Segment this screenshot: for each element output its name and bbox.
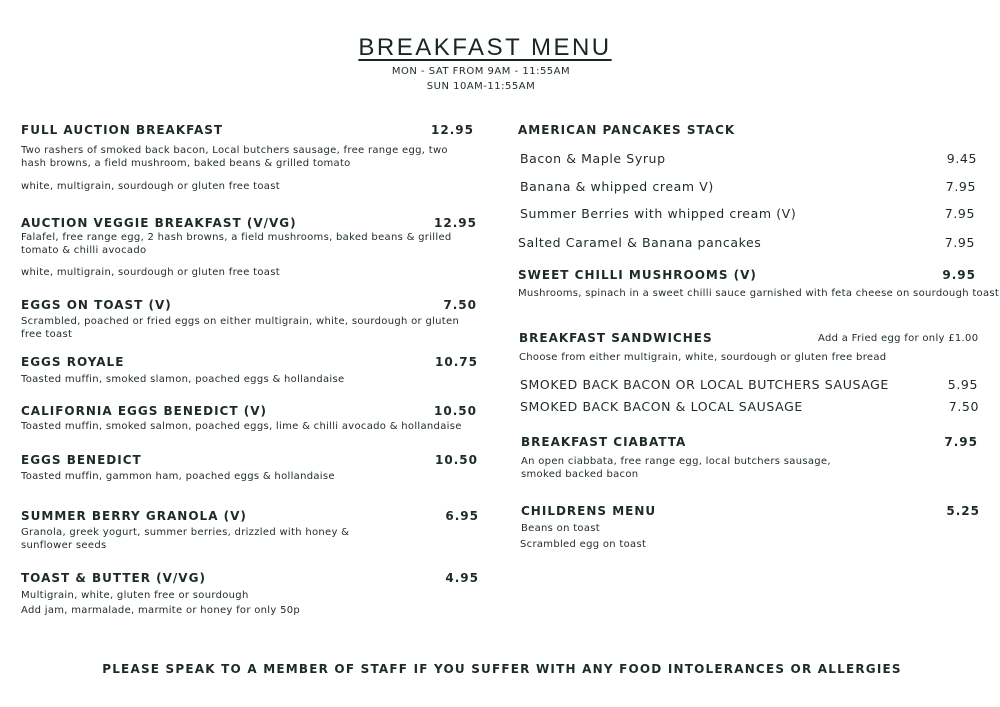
item-name-mushrooms: SWEET CHILLI MUSHROOMS (V) (518, 268, 757, 282)
section-title-childrens: CHILDRENS MENU (521, 504, 657, 518)
item-name-california: CALIFORNIA EGGS BENEDICT (V) (21, 404, 267, 418)
pancake-item-price: 7.95 (945, 179, 976, 194)
pancake-item-price: 9.45 (946, 151, 977, 166)
item-price-toast-butter: 4.95 (445, 571, 479, 585)
hours-weekday: MON - SAT FROM 9AM - 11:55AM (391, 66, 571, 77)
childrens-item: Scrambled egg on toast (520, 539, 647, 550)
item-name-eggs-royale: EGGS ROYALE (21, 355, 125, 369)
sandwich-item-price: 7.50 (948, 399, 979, 414)
item-price-california: 10.50 (434, 404, 477, 418)
item-price-full-auction: 12.95 (431, 123, 474, 137)
item-desc-full-auction: Two rashers of smoked back bacon, Local butchers sausage, free range egg, two hash browns, a field mushroom, baked beans & grilled tomato (21, 145, 448, 169)
item-name-full-auction: FULL AUCTION BREAKFAST (21, 123, 224, 137)
item-desc-mushrooms: Mushrooms, spinach in a sweet chilli sauce garnished with feta cheese on sourdough toast (518, 288, 1000, 299)
menu-title: BREAKFAST MENU (358, 34, 612, 61)
item-price-veggie: 12.95 (434, 216, 477, 230)
item-price-eggs-on-toast: 7.50 (443, 298, 477, 312)
item-price-granola: 6.95 (445, 509, 479, 523)
item-price-childrens: 5.25 (946, 504, 980, 518)
sandwich-item-name: SMOKED BACK BACON & LOCAL SAUSAGE (520, 399, 803, 414)
section-title-sandwiches: BREAKFAST SANDWICHES (519, 331, 713, 345)
item-name-benedict: EGGS BENEDICT (21, 453, 142, 467)
childrens-item: Beans on toast (521, 523, 600, 534)
pancake-item-price: 7.95 (944, 235, 975, 250)
pancake-item-name: Banana & whipped cream V) (520, 179, 714, 194)
item-desc-granola: Granola, greek yogurt, summer berries, drizzled with honey & sunflower seeds (21, 527, 350, 551)
item-price-ciabatta: 7.95 (944, 435, 978, 449)
item-price-eggs-royale: 10.75 (435, 355, 478, 369)
sandwich-item-name: SMOKED BACK BACON OR LOCAL BUTCHERS SAUSAGE (520, 377, 889, 392)
sandwich-bread-note: Choose from either multigrain, white, sourdough or gluten free bread (519, 352, 887, 363)
item-name-ciabatta: BREAKFAST CIABATTA (521, 435, 687, 449)
sandwich-item-price: 5.95 (947, 377, 978, 392)
pancake-item-name: Bacon & Maple Syrup (520, 151, 666, 166)
item-toast-full-auction: white, multigrain, sourdough or gluten free toast (21, 181, 280, 192)
pancake-item-price: 7.95 (944, 206, 975, 221)
item-addon-toast-butter: Add jam, marmalade, marmite or honey for only 50p (21, 605, 301, 616)
item-name-eggs-on-toast: EGGS ON TOAST (V) (21, 298, 172, 312)
allergy-notice: PLEASE SPEAK TO A MEMBER OF STAFF IF YOU SUFFER WITH ANY FOOD INTOLERANCES OR ALLERGIES (102, 662, 902, 676)
item-name-veggie: AUCTION VEGGIE BREAKFAST (V/VG) (21, 216, 297, 230)
sandwich-addon-note: Add a Fried egg for only £1.00 (818, 333, 979, 344)
item-desc-veggie: Falafel, free range egg, 2 hash browns, a field mushrooms, baked beans & grilled tomato & chilli avocado (21, 232, 452, 256)
item-name-toast-butter: TOAST & BUTTER (V/VG) (21, 571, 206, 585)
item-desc-eggs-royale: Toasted muffin, smoked slamon, poached eggs & hollandaise (21, 374, 345, 385)
item-desc-toast-butter: Multigrain, white, gluten free or sourdough (21, 590, 249, 601)
pancake-item-name: Summer Berries with whipped cream (V) (520, 206, 797, 221)
hours-sunday: SUN 10AM-11:55AM (426, 81, 536, 92)
item-price-benedict: 10.50 (435, 453, 478, 467)
item-desc-california: Toasted muffin, smoked salmon, poached eggs, lime & chilli avocado & hollandaise (21, 421, 462, 432)
pancake-item-name: Salted Caramel & Banana pancakes (518, 235, 762, 250)
item-desc-ciabatta: An open ciabbata, free range egg, local butchers sausage, smoked backed bacon (521, 456, 831, 480)
item-price-mushrooms: 9.95 (942, 268, 976, 282)
item-desc-benedict: Toasted muffin, gammon ham, poached eggs & hollandaise (21, 471, 335, 482)
item-name-granola: SUMMER BERRY GRANOLA (V) (21, 509, 247, 523)
section-title-pancakes: AMERICAN PANCAKES STACK (518, 123, 736, 137)
item-toast-veggie: white, multigrain, sourdough or gluten free toast (21, 267, 280, 278)
item-desc-eggs-on-toast: Scrambled, poached or fried eggs on either multigrain, white, sourdough or gluten free toast (21, 316, 460, 340)
